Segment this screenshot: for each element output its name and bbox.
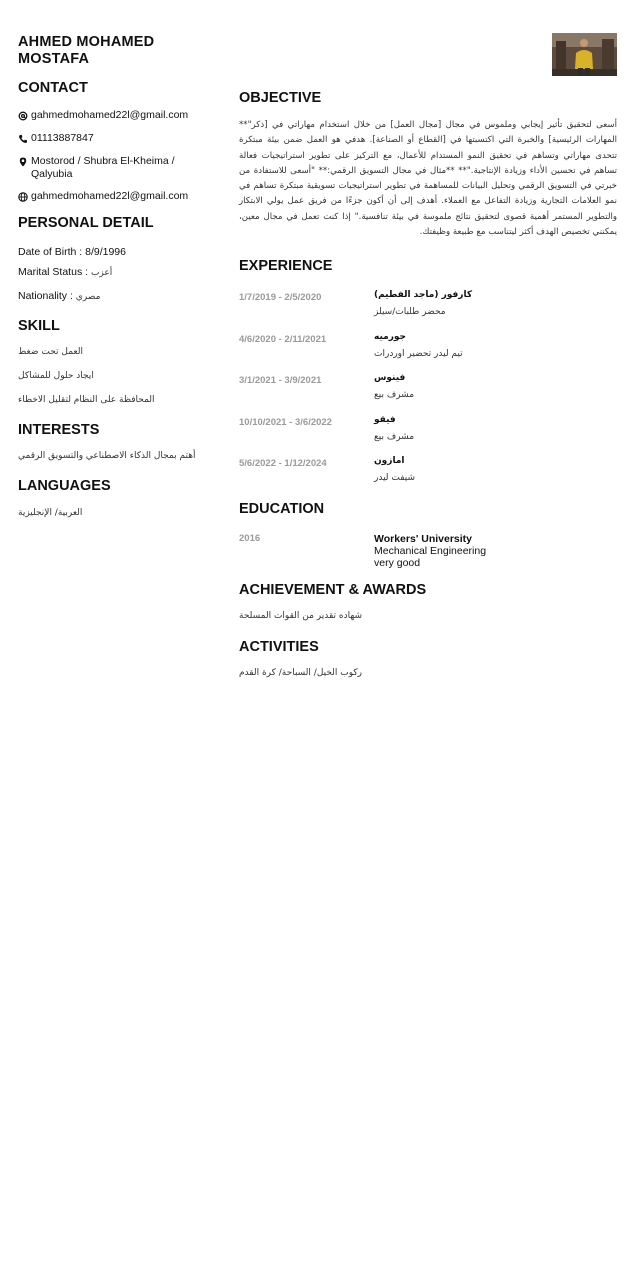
education-school: Workers' University <box>374 532 473 545</box>
experience-company: امازون <box>374 456 405 467</box>
experience-heading: EXPERIENCE <box>239 258 333 275</box>
languages-heading: LANGUAGES <box>18 478 111 494</box>
nationality <box>18 290 218 303</box>
contact-heading: CONTACT <box>18 80 88 96</box>
experience-role: تيم ليدر تحضير اوردرات <box>374 348 463 359</box>
profile-photo <box>552 33 617 76</box>
interests-heading: INTERESTS <box>18 422 100 438</box>
experience-company: فيقو <box>374 414 396 425</box>
experience-date: 10/10/2021 - 3/6/2022 <box>239 416 332 428</box>
location-pin-icon <box>18 155 31 168</box>
address-text: Mostorod / Shubra El-Kheima / Qalyubia <box>31 155 175 180</box>
experience-role: شيفت ليدر <box>374 473 416 484</box>
objective-text: أسعى لتحقيق تأثير إيجابي وملموس في مجال [مجال العمل] من خلال استخدام مهاراتي في [ذكر"** المهارات الرئيسية] والخبرة التي اكتسبتها في [القطاع أو الصناعة]. هدفي هو العمل ضمن بيئة مبتكرة تتحدى مهاراتي وتساهم في تحقيق النمو المستدام للأعمال، مع التركيز على تطوير استراتيجيات فعالة تساهم في تحسين الأداء وزيادة الإنتاجية."** **مثال في مجال التسويق الرقمي:** "أسعى للاستفادة من خبرتي في التسويق الرقمي وتحليل البيانات للمساهمة في تطوير استراتيجيات تسويقية مبتكرة تساهم في نمو العلامات التجارية وزيادة التفاعل مع العملاء. أهدف إلى أن أكون جزءًا من فريق عمل يولي الابتكار والتطوير المستمر أهمية قصوى لتحقيق نتائج ملموسة في بيئة تنافسية." إذا كنت تعمل في مجال معين، يمكنني تخصيص الهدف أكثر ليتناسب مع طبيعة وظيفتك. <box>239 120 617 238</box>
skill-item: العمل تحت ضغط <box>18 347 84 357</box>
experience-date: 4/6/2020 - 2/11/2021 <box>239 333 327 345</box>
experience-item <box>239 372 617 414</box>
skill-item: ايجاد حلول للمشاكل <box>18 371 94 381</box>
activities-text: ركوب الخيل/ السباحة/ كرة القدم <box>239 667 363 678</box>
marital-value: أعزب <box>90 268 113 278</box>
experience-date: 1/7/2019 - 2/5/2020 <box>239 292 322 304</box>
experience-date: 3/1/2021 - 3/9/2021 <box>239 375 322 387</box>
name-line-2: MOSTAFA <box>18 51 90 67</box>
marital-status <box>18 266 218 279</box>
dob-text: Date of Birth : 8/9/1996 <box>18 246 126 258</box>
phone-icon <box>18 132 31 145</box>
full-name <box>18 34 218 68</box>
contact-address <box>18 155 218 181</box>
name-line-1: AHMED MOHAMED <box>18 34 155 50</box>
objective-heading: OBJECTIVE <box>239 90 322 106</box>
nationality-label: Nationality : <box>18 290 73 302</box>
phone-text: 01113887847 <box>31 132 94 144</box>
marital-label: Marital Status : <box>18 266 89 278</box>
experience-date: 5/6/2022 - 1/12/2024 <box>239 458 327 470</box>
education-grade: very good <box>374 556 421 569</box>
experience-company: جورميه <box>374 331 407 342</box>
experience-item <box>239 331 617 373</box>
experience-list <box>239 289 617 497</box>
achievements-text: شهاده تقدير من القوات المسلحة <box>239 610 363 621</box>
website-text: gahmedmohamed22l@gmail.com <box>31 190 189 202</box>
achievements-heading: ACHIEVEMENT & AWARDS <box>239 581 427 598</box>
skill-item: المحافظة على النظام لتقليل الاخطاء <box>18 395 155 405</box>
contact-website[interactable] <box>18 190 218 203</box>
experience-company: كارفور (ماجد الفطيم) <box>374 290 473 301</box>
right-column <box>239 90 617 679</box>
experience-item <box>239 414 617 456</box>
contact-email[interactable] <box>18 109 218 122</box>
education-item <box>239 533 617 569</box>
experience-item <box>239 455 617 497</box>
experience-role: محضر طلبات/سيلز <box>374 307 446 318</box>
interests-text: أهتم بمجال الذكاء الاصطناعي والتسويق الرقمي <box>18 451 196 461</box>
nationality-value: مصري <box>75 292 101 302</box>
experience-item <box>239 289 617 331</box>
email-text: gahmedmohamed22l@gmail.com <box>31 109 189 121</box>
education-year: 2016 <box>239 532 261 544</box>
contact-phone[interactable] <box>18 132 218 145</box>
activities-heading: ACTIVITIES <box>239 638 319 655</box>
languages-text: العربية/ الإنجليزية <box>18 508 83 518</box>
globe-icon <box>18 190 31 203</box>
skill-heading: SKILL <box>18 318 60 334</box>
education-heading: EDUCATION <box>239 500 325 517</box>
at-icon <box>18 109 31 122</box>
personal-heading: PERSONAL DETAIL <box>18 215 154 231</box>
experience-company: فينوس <box>374 373 406 384</box>
left-column <box>18 34 218 519</box>
education-field: Mechanical Engineering <box>374 544 487 557</box>
experience-role: مشرف بيع <box>374 431 415 442</box>
experience-role: مشرف بيع <box>374 390 415 401</box>
